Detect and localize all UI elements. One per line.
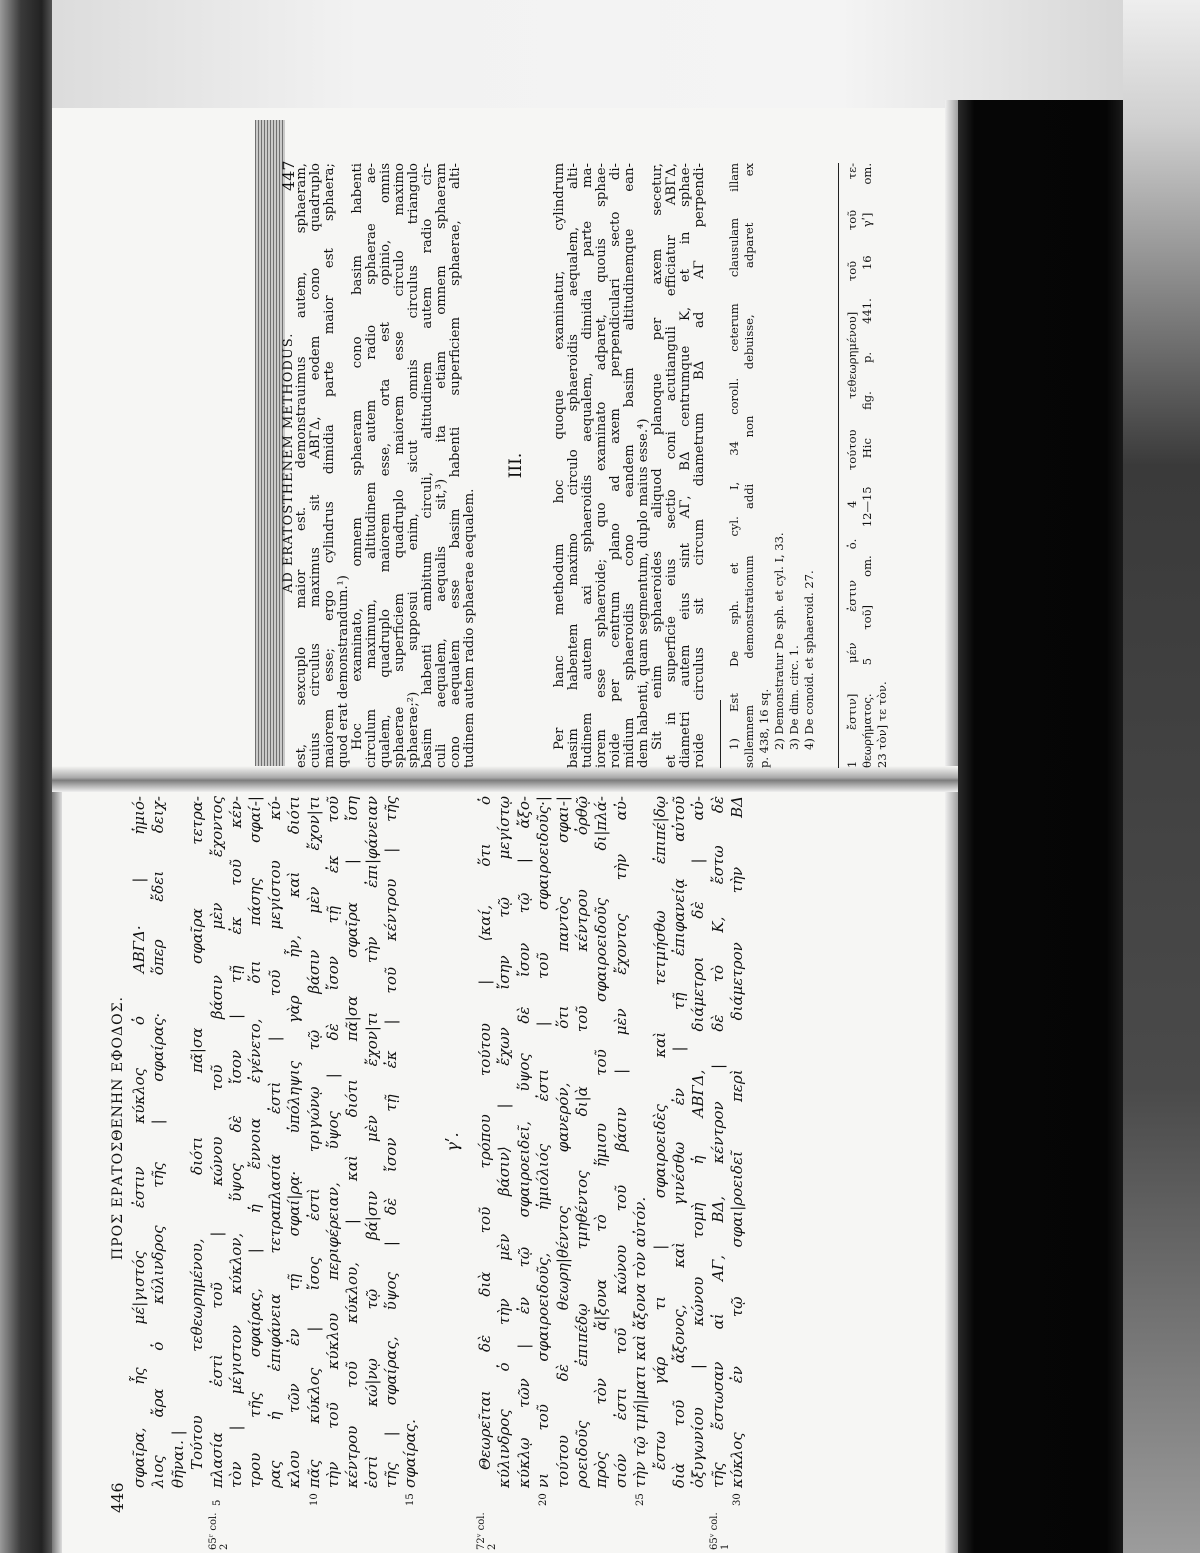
text-line xyxy=(343,796,362,1488)
line-text: tudinem autem axi sphaeroidis aequalem, dimidia parte ma- xyxy=(580,163,595,768)
text-line xyxy=(246,796,265,1488)
text-line xyxy=(324,796,343,1488)
text-line xyxy=(337,163,351,768)
text-line xyxy=(637,163,651,768)
line-text: p. 438, 16 sq. xyxy=(757,688,771,768)
line-text: ἔστω γάρ τι | σφαιροειδὲς καὶ τετμήσθω ἐπιπέ|δῳ xyxy=(650,796,669,1470)
footnotes xyxy=(727,163,817,768)
line-text: Θεωρεῖται δὲ διὰ τοῦ τρόπου τούτου | ⟨καί, ὅτι ὁ xyxy=(476,796,494,1470)
text-line xyxy=(631,796,650,1506)
footnote-divider xyxy=(720,700,721,768)
text-line xyxy=(476,796,498,1550)
latin-text-block-1 xyxy=(295,163,477,768)
line-number: 25 xyxy=(635,1493,647,1506)
text-line xyxy=(708,796,731,1550)
line-text: λιος ἄρα ὁ κύλινδρος τῆς | σφαίρας· ὅπερ ἔδει δειχ- xyxy=(149,796,168,1488)
line-text: πρὸς τὸν ἄ|ξονα τὸ ἥμισυ τοῦ σφαιροειδοῦς δι|πλά- xyxy=(592,796,611,1488)
text-line xyxy=(435,163,449,768)
line-number: 30 xyxy=(732,1493,744,1506)
greek-text-block-2 xyxy=(476,796,747,1550)
line-text: quod erat demonstrandum.¹) xyxy=(336,575,351,768)
line-text: κύκλῳ τῶν | ἐν τῷ σφαιροειδεῖ, ὕψος δὲ ἴσον τῷ | ἄξο- xyxy=(514,796,533,1488)
line-text: Τούτου τεθεωρημένου, διότι πᾶ|σα σφαῖρα τετρα- xyxy=(188,796,207,1470)
text-line xyxy=(363,796,382,1488)
line-number: 15 xyxy=(405,1493,417,1506)
text-line xyxy=(554,796,573,1488)
line-text: πλασία ἐστὶ τοῦ | κώνου τοῦ βάσιν μὲν ἔχοντος xyxy=(207,796,226,1488)
section-heading: γʹ. xyxy=(443,1132,462,1152)
text-line xyxy=(207,796,230,1550)
line-text: θῆναι. | xyxy=(168,1430,187,1488)
page-number: 446 xyxy=(108,1482,127,1513)
text-line xyxy=(304,796,324,1506)
line-text: cono aequalem esse basim habenti superficiem sphaerae, alti- xyxy=(448,163,463,768)
line-text: 1) Est De sph. et cyl. I, 34 coroll. ceterum clausulam illam xyxy=(727,163,741,750)
text-line xyxy=(875,163,890,768)
line-text: σφαῖρα, ἧς μέ|γιστός ἐστιν κύκλος ὁ ΑΒΓΔ· | ἡμιό- xyxy=(130,796,148,1488)
text-line xyxy=(757,163,772,768)
text-line xyxy=(609,163,623,768)
line-text: κλου τῶν ἐν τῇ σφαί|ρᾳ· ὑπόληψις γὰρ ἦν, καὶ διότι xyxy=(285,796,304,1488)
line-text: iorem esse sphaeroide; quo examinato adparet, quouis sphae- xyxy=(594,163,609,768)
text-line xyxy=(365,163,379,768)
line-text: τὴν τῷ τμή|ματι καὶ ἄξονα τὸν αὐτόν. xyxy=(631,1196,650,1488)
line-number: 20 xyxy=(538,1493,550,1506)
line-text: τὸν | μέγιστον κύκλον, ὕψος δὲ ἴσον | τῇ ἐκ τοῦ κέν- xyxy=(226,796,245,1488)
text-line xyxy=(534,796,553,1506)
line-text: tudinem autem radio sphaerae aequalem. xyxy=(462,488,477,768)
running-head: AD ERATOSTHENEM METHODUS. xyxy=(281,332,296,593)
text-line xyxy=(407,163,421,768)
section-heading: III. xyxy=(506,452,526,479)
line-text: dem habenti, quam segmentum, duplo maius esse.⁴) xyxy=(636,418,651,768)
text-line xyxy=(742,163,757,768)
critical-apparatus xyxy=(845,163,890,768)
text-line xyxy=(323,163,337,768)
text-line xyxy=(393,163,407,768)
line-text: culi aequalem, aequalis sit,³) ita etiam omnem sphaeram xyxy=(434,163,449,768)
line-text: σφαίρας. xyxy=(401,1419,420,1488)
line-text: sollemnem demonstrationum addi non debuisse, adparet ex xyxy=(742,163,756,768)
line-text: roide per centrum plano ad axem perpendiculari secto di- xyxy=(608,163,623,768)
text-line xyxy=(787,163,802,768)
text-line xyxy=(495,796,514,1488)
line-text: ροειδοῦς ἐπιπέδῳ τμηθέντος δι|ὰ τοῦ κέντρου ὀρθῷ xyxy=(572,796,591,1488)
line-text: cuius circulus maximus sit ΑΒΓΔ, eodem cono quadruplo xyxy=(308,163,323,768)
line-text: roide circulus sit circum diametrum ΒΔ ad ΑΓ perpendi- xyxy=(692,163,707,768)
line-text: est, sexcuplo maior est. demonstrauimus autem, sphaeram, xyxy=(294,163,309,768)
line-text: διὰ τοῦ ἄξονος, καὶ γινέσθω ἐν | τῇ ἐπιφανείᾳ αὐτοῦ xyxy=(669,796,688,1488)
line-text: πᾶς κύκλος | ἴσος ἐστὶ τριγώνῳ τῷ βάσιν μὲν ἔχον|τι xyxy=(304,796,323,1488)
text-line xyxy=(665,163,679,768)
line-text: κύλινδρος ὁ τὴν μὲν βάσιν⟩ | ἔχων ἴσην τῷ μεγίστῳ xyxy=(495,796,514,1488)
text-line xyxy=(693,163,707,768)
line-text: circulum maximum, altitudinem autem radio sphaerae ae- xyxy=(364,163,379,768)
text-line xyxy=(309,163,323,768)
line-text: diametri autem eius sint ΑΓ, ΒΔ centrumque Κ, et in sphae- xyxy=(678,163,693,768)
manuscript-folio-note: 65ᵛ col. 1 xyxy=(708,1512,731,1550)
text-line xyxy=(421,163,435,768)
text-line xyxy=(581,163,595,768)
line-text: τῆς | σφαίρας, ὕψος | δὲ ἴσον τῇ ἐκ | τοῦ κέντρου | τῆς xyxy=(382,796,401,1488)
latin-text-block-2 xyxy=(553,163,707,768)
line-number: 5 xyxy=(211,1499,223,1506)
line-text: sphaerae superficiem quadruplo maiorem esse circulo maximo xyxy=(392,163,407,768)
text-line xyxy=(860,163,875,768)
text-line xyxy=(463,163,477,768)
line-text: ὀξυγωνίου | κώνου τομὴ ἡ ΑΒΓΔ, διάμετροι δὲ | αὐ- xyxy=(689,796,708,1488)
text-line xyxy=(728,796,747,1506)
line-text: 1 ἔστιν] μέν ἐστιν ὁ. 4 τούτου τεθεωρημένου] τοῦ τοῦ τε- xyxy=(845,163,859,768)
line-text: νι τοῦ σφαιροειδοῦς, ἡμιόλιός ἐστι | τοῦ σφαιροειδοῦς·| xyxy=(534,796,553,1488)
text-line xyxy=(379,163,393,768)
text-line xyxy=(188,796,207,1488)
line-text: Hoc examinato, omnem sphaeram cono basim habenti xyxy=(350,163,365,750)
text-line xyxy=(802,163,817,768)
text-line xyxy=(623,163,637,768)
text-line xyxy=(149,796,168,1488)
line-text: τὴν τοῦ κύκλου περιφέρειαν, ὕψος | δὲ ἴσον τῇ ἐκ τοῦ xyxy=(323,796,342,1488)
line-number: 10 xyxy=(308,1493,320,1506)
text-line xyxy=(401,796,420,1506)
text-line xyxy=(130,796,149,1488)
text-line xyxy=(727,163,742,768)
text-line xyxy=(169,796,188,1488)
line-text: Sit enim sphaeroides aliquod planoque per axem secetur, xyxy=(650,163,665,750)
text-line xyxy=(351,163,365,768)
text-line xyxy=(285,796,304,1488)
text-line xyxy=(567,163,581,768)
line-text: basim habenti ambitum circuli, altitudinem autem radio cir- xyxy=(420,163,435,768)
line-text: midium sphaeroidis cono eandem basim altitudinemque ean- xyxy=(622,163,637,768)
text-line xyxy=(679,163,693,768)
line-text: τούτου δὲ θεωρη|θέντος φανερόν, ὅτι παντὸς σφαι-| xyxy=(553,796,572,1488)
line-text: κύκλος ἐν τῷ σφαι|ροειδεῖ περὶ διάμετρον τὴν ΒΔ xyxy=(728,796,747,1488)
line-text: σιόν ἐστι τοῦ κώνου τοῦ βάσιν | μὲν ἔχοντος τὴν αὐ- xyxy=(611,796,630,1488)
text-line xyxy=(595,163,609,768)
line-text: 4) De conoid. et sphaeroid. 27. xyxy=(802,570,816,750)
line-text: κέντρου τοῦ κύκλου, | καὶ διότι πᾶ|σα σφαῖρα | ἴση xyxy=(343,796,362,1488)
text-line xyxy=(227,796,246,1488)
line-text: qualem, quadruplo maiorem esse, orta est opinio, omnis xyxy=(378,163,393,768)
text-line xyxy=(573,796,592,1488)
text-line xyxy=(592,796,611,1488)
apparatus-divider xyxy=(838,163,839,768)
manuscript-folio-note: 65ʳ col. 2 xyxy=(207,1512,230,1550)
text-line xyxy=(515,796,534,1488)
text-line xyxy=(449,163,463,768)
line-text: ἐστὶ κώ|νῳ τῷ βά|σιν μὲν ἔχον|τι τὴν ἐπι|φάνειαν xyxy=(362,796,381,1488)
running-head: ΠΡΟΣ ΕΡΑΤΟΣΘΕΝΗΝ ΕΦΟΔΟΣ. xyxy=(110,996,126,1260)
line-text: τρου τῆς σφαίρας, | ἡ ἔννοια ἐγένετο, ὅτι πάσης σφαί-| xyxy=(246,796,265,1488)
text-line xyxy=(689,796,708,1488)
line-text: sphaerae;²) supposui enim, sicut omnis circulus triangulo xyxy=(406,163,421,768)
line-text: τῆς ἔστωσαν αἱ ΑΓ, ΒΔ, κέντρον | δὲ τὸ Κ, ἔστω δὲ xyxy=(708,796,727,1488)
text-line xyxy=(266,796,285,1488)
line-text: ρας ἡ ἐπιφάνεια τετραπλασία ἐστὶ | τοῦ μεγίστου κύ- xyxy=(265,796,284,1488)
text-line xyxy=(651,163,665,768)
text-line xyxy=(772,163,787,768)
line-text: basim habentem maximo circulo sphaeroidis aequalem, alti- xyxy=(566,163,581,768)
line-text: θεωρήματος. 5 τοῦ] om. 12—15 Hic fig. p. 441. 16 γʹ] om. xyxy=(860,163,874,768)
line-text: maiorem esse; ergo cylindrus dimidia parte maior est sphaera; xyxy=(322,163,337,768)
line-text: Per hanc methodum hoc quoque examinatur, cylindrum xyxy=(552,163,567,750)
line-text: 3) De dim. circ. 1. xyxy=(787,645,801,750)
line-text: et in superficie eius sectio coni acutianguli efficiatur ΑΒΓΔ, xyxy=(664,163,679,768)
text-line xyxy=(651,796,670,1488)
text-line xyxy=(295,163,309,768)
text-line xyxy=(553,163,567,768)
greek-text-block-1 xyxy=(130,796,421,1550)
text-line xyxy=(382,796,401,1488)
text-line xyxy=(670,796,689,1488)
line-text: 23 τὸν] τε τὸν. xyxy=(875,681,889,768)
line-text: 2) Demonstratur De sph. et cyl. I, 33. xyxy=(772,532,786,750)
page-number: 447 xyxy=(279,160,298,191)
text-line xyxy=(612,796,631,1488)
manuscript-folio-note: 72ᵛ col. 2 xyxy=(476,1512,498,1550)
text-line xyxy=(845,163,860,768)
